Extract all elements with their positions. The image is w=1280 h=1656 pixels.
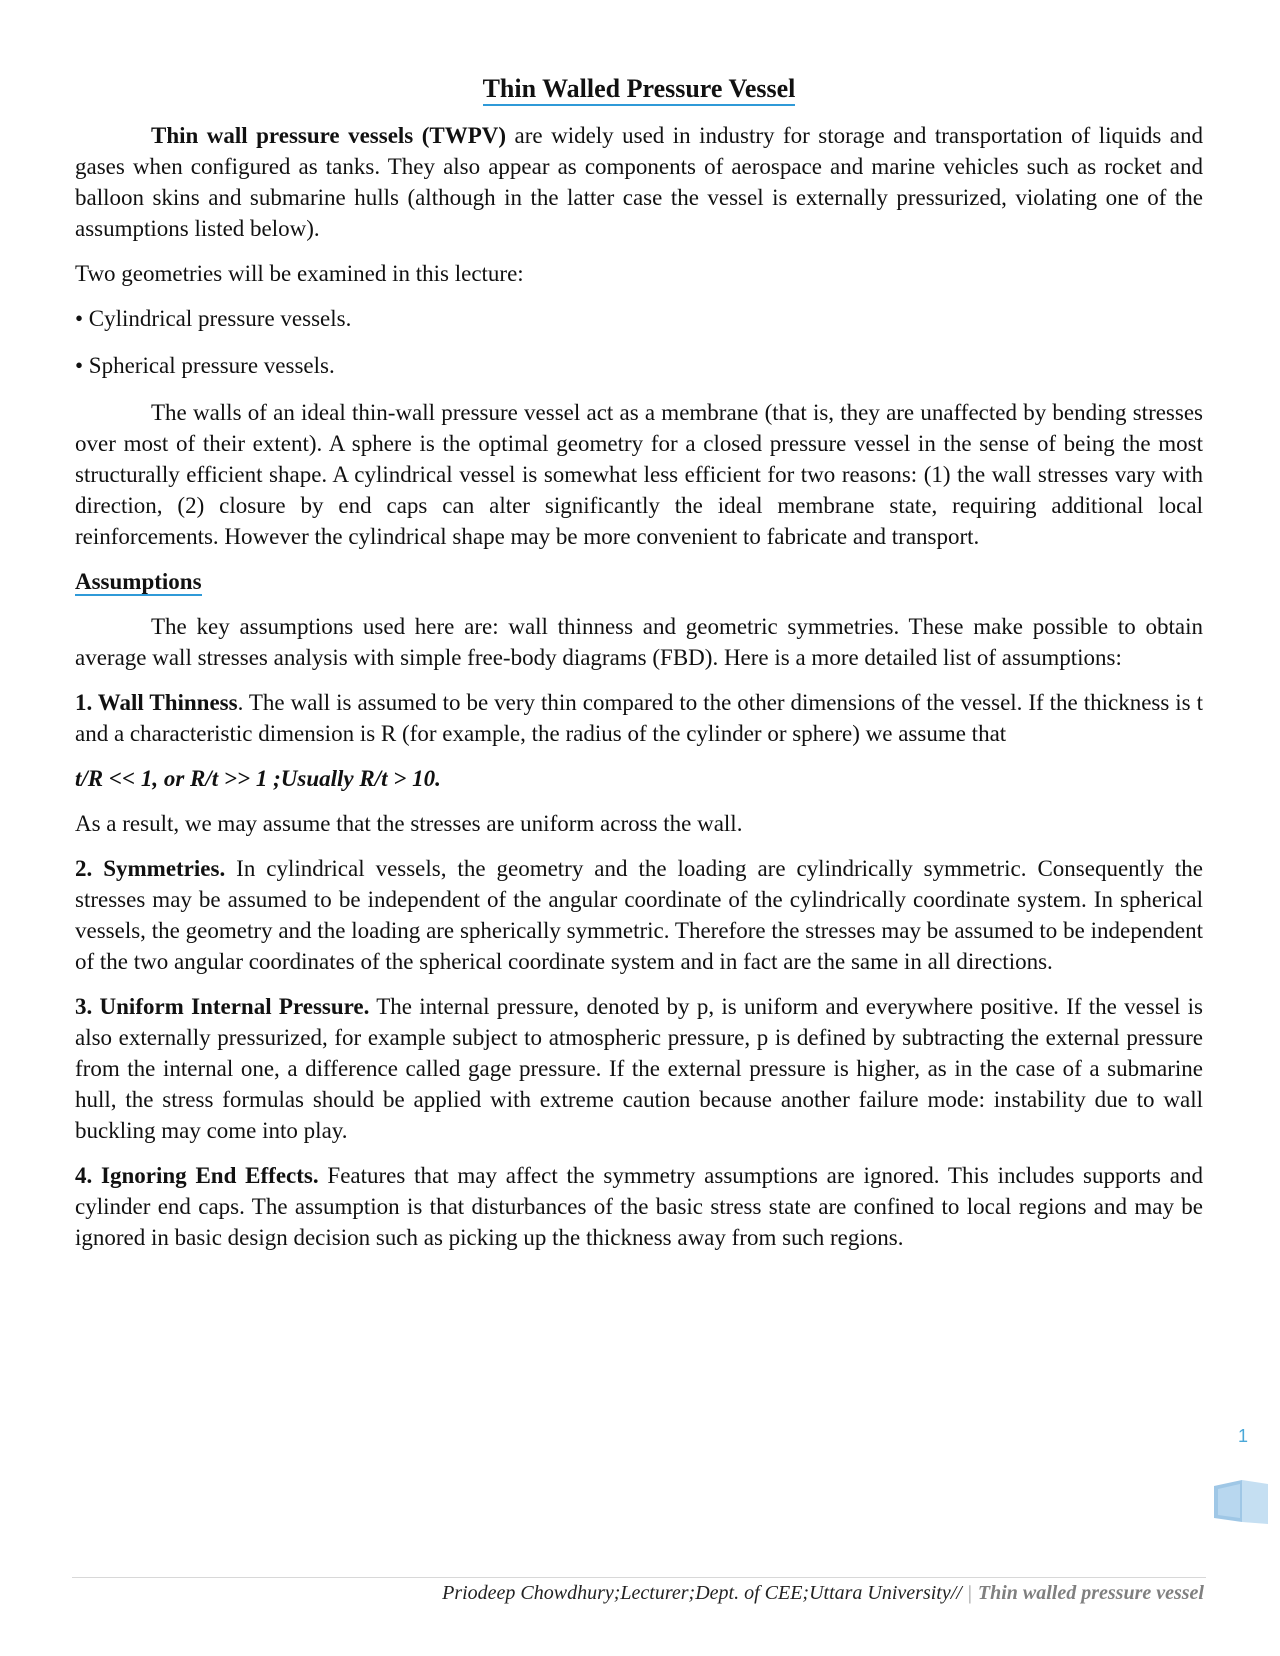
assumption-3-title: 3. Uniform Internal Pressure. [75,994,370,1019]
footer-author: Priodeep Chowdhury;Lecturer;Dept. of CEE;Uttara University// [442,1582,962,1604]
geometries-intro: Two geometries will be examined in this lecture: [75,261,524,286]
assumption-4-text: Features that may affect the symmetry assumptions are ignored. This includes supports and cylinder end caps. The assumption is that disturbances of the basic stress state are confined to local regions and may be ignored in basic design decision such as picking up the thickness away from such regions. [75,1163,1204,1250]
page-corner-icon [1212,1478,1270,1526]
page-title [75,72,1203,106]
assumption-2-text: In cylindrical vessels, the geometry and the loading are cylindrically symmetric. Consequently the stresses may be assumed to be independent of the angular coordinate of the cylindrically coordinate system. In spherical vessels, the geometry and the loading are spherically symmetric. Therefore the stresses may be assumed to be independent of the two angular coordinates of the spherical coordinate system and in fact are the same in all directions. [75,856,1203,974]
membrane-paragraph: The walls of an ideal thin-wall pressure vessel act as a membrane (that is, they are unaffected by bending stresses over most of their extent). A sphere is the optimal geometry for a closed pressure vessel in the sense of being the most structurally efficient shape. A cylindrical vessel is somewhat less efficient for two reasons: (1) the wall stresses vary with direction, (2) closure by end caps can alter significantly the ideal membrane state, requiring additional local reinforcements. However the cylindrical shape may be more convenient to fabricate and transport. [75,400,1203,549]
assumption-symmetries [75,853,1203,977]
assumption-3-text: The internal pressure, denoted by p, is uniform and everywhere positive. If the vessel is also externally pressurized, for example subject to atmospheric pressure, p is defined by subtracting the external pressure from the internal one, a difference called gage pressure. If the external pressure is higher, as in the case of a submarine hull, the stress formulas should be applied with extreme caution because another failure mode: instability due to wall buckling may come into play. [75,994,1203,1143]
footer [442,1582,1204,1605]
assumption-uniform-pressure [75,991,1203,1146]
footer-divider [72,1577,1206,1578]
page-number: 1 [1237,1426,1248,1446]
assumption-1-text: . The wall is assumed to be very thin compared to the other dimensions of the vessel. If the thickness is t and a characteristic dimension is R (for example, the radius of the cylinder or sphere) we assume that [75,690,1203,746]
assumption-1-title: 1. Wall Thinness [75,690,238,715]
intro-bold-term: Thin wall pressure vessels (TWPV) [151,123,507,148]
bullet-cylindrical: • Cylindrical pressure vessels. [75,306,352,331]
intro-text: are widely used in industry for storage and transportation of liquids and gases when configured as tanks. They also appear as components of aerospace and marine vehicles such as rocket and balloon skins and submarine hulls (although in the latter case the vessel is externally pressurized, violating one of the assumptions listed below). [75,123,1204,241]
assumption-wall-thinness [75,687,1203,749]
result-line: As a result, we may assume that the stresses are uniform across the wall. [75,811,743,836]
footer-doc-title: Thin walled pressure vessel [977,1582,1204,1604]
thinness-formula: t/R << 1, or R/t >> 1 ;Usually R/t > 10. [75,766,441,791]
footer-separator: | [967,1582,972,1604]
assumption-end-effects [75,1160,1203,1253]
intro-paragraph [75,120,1203,244]
assumptions-intro: The key assumptions used here are: wall thinness and geometric symmetries. These make possible to obtain average wall stresses analysis with simple free-body diagrams (FBD). Here is a more detailed list of assumptions: [75,614,1203,670]
assumptions-heading-text: Assumptions [75,569,202,594]
assumption-2-title: 2. Symmetries. [75,856,226,881]
assumption-4-title: 4. Ignoring End Effects. [75,1163,319,1188]
page-title-text: Thin Walled Pressure Vessel [483,74,796,106]
assumptions-heading [75,566,1203,597]
document-page [75,72,1203,1267]
bullet-spherical: • Spherical pressure vessels. [75,353,335,378]
